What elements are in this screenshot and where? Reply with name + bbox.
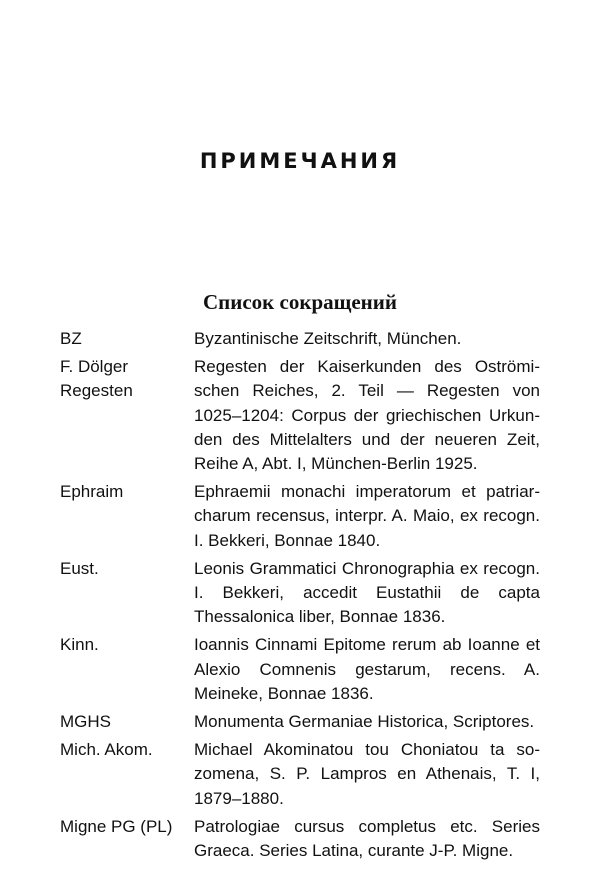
abbreviation-term: Kinn.: [60, 635, 99, 655]
abbreviation-entry-ephraim: [60, 480, 540, 553]
abbreviation-description: Leonis Grammatici Chronographia ex recogn. I. Bekkeri, accedit Eustathii de capta Thessalonica liber, Bonnae 1836.: [194, 558, 540, 627]
abbreviation-description: Ephraemii monachi imperatorum et patriarcharum recensus, interpr. A. Maio, ex recogn. I. Bekkeri, Bonnae 1840.: [194, 482, 540, 550]
abbreviation-description: Monumenta Germaniae Historica, Scriptores.: [194, 712, 535, 732]
abbreviation-term: Mich. Akom.: [60, 740, 153, 760]
page-title: ПРИМЕЧАНИЯ: [199, 149, 401, 173]
abbreviation-entry-kinn: [60, 633, 540, 706]
abbreviation-description: Michael Akominatou tou Choniatou ta sozomena, S. P. Lampros en Athenais, T. I, 1879–1880.: [194, 740, 540, 808]
abbreviation-term: MGHS: [60, 712, 111, 732]
abbreviation-term: F. Dölger Regesten: [60, 357, 133, 401]
abbreviation-entry-mich-akom: [60, 738, 540, 811]
abbreviation-entry-dolger: [60, 355, 540, 476]
abbreviation-description: Byzantinische Zeitschrift, München.: [194, 329, 462, 348]
abbreviation-term: BZ: [60, 329, 82, 348]
abbreviation-list: [60, 327, 540, 867]
abbreviation-entry-mghs: [60, 710, 540, 734]
abbreviation-entry-migne: [60, 815, 540, 863]
abbreviation-term: Ephraim: [60, 482, 124, 502]
abbreviation-description: Patrologiae cursus completus etc. Series Graeca. Series Latina, curante J-P. Migne.: [194, 816, 540, 861]
abbreviation-description: Ioannis Cinnami Epitome rerum ab Ioanne et Alexio Comnenis gestarum, recens. A. Meineke, Bonnae 1836.: [194, 635, 540, 703]
abbreviation-description: Regesten der Kaiserkunden des Oströmischen Reiches, 2. Teil — Regesten von 1025–1204: Corpus der griechischen Urkunden des Mittelalters und der neueren Zeit, Reihe A, Abt. I, München-Berlin 1925.: [194, 357, 540, 474]
abbreviation-entry-eust: [60, 557, 540, 630]
section-heading: Список сокращений: [203, 290, 397, 314]
abbreviation-term: Eust.: [60, 558, 99, 578]
abbreviation-entry-bz: [60, 327, 540, 351]
abbreviation-term: Migne PG (PL): [60, 816, 173, 836]
